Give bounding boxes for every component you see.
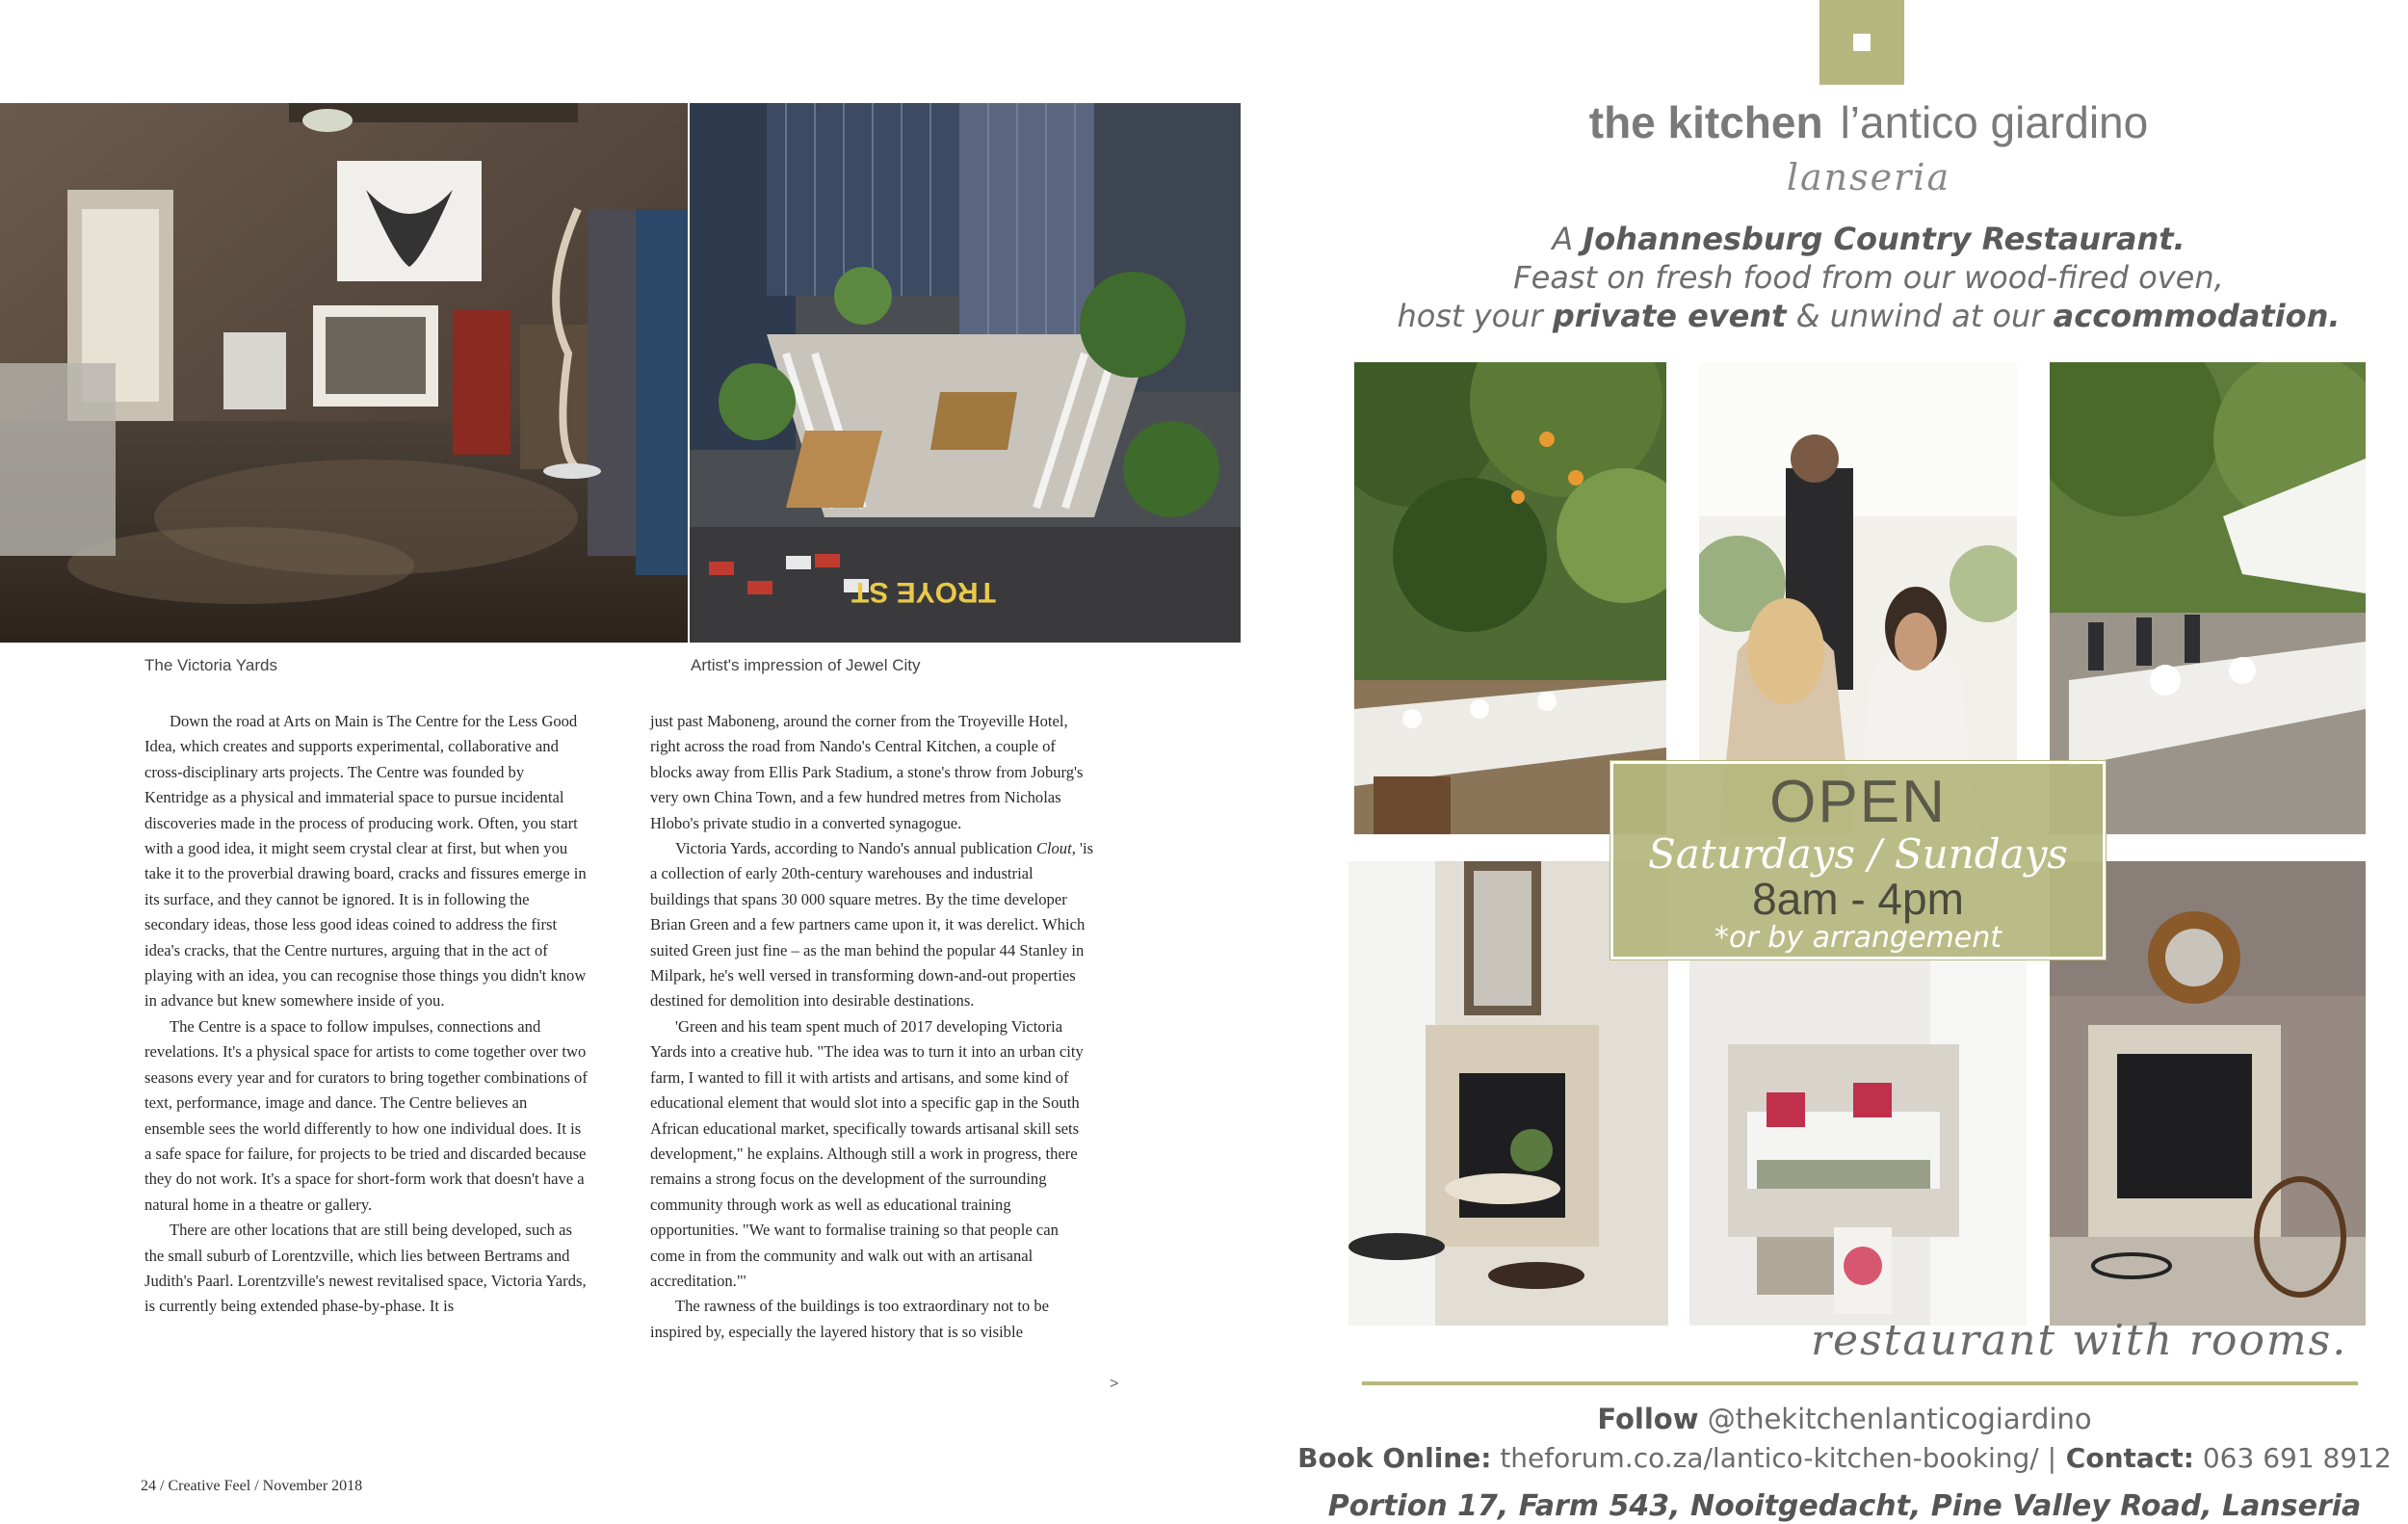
tagline-line-1: A Johannesburg Country Restaurant. <box>1552 221 2186 257</box>
tagline-line-3: host your private event & unwind at our accommodation. <box>1397 298 2341 334</box>
paragraph: There are other locations that are still being developed, such as the small suburb of Lorentzville, which lies between Bertrams and Judith's Paarl. Lorentzville's newest revitalised space, Victoria Yards, is currently being extended phase-by-phase. It is <box>144 1221 587 1316</box>
article-column-2 <box>650 709 1095 1345</box>
brand-name-bold: the kitchen <box>1588 97 1823 147</box>
contact-label: Contact: <box>2056 1442 2194 1474</box>
divider-rule <box>1362 1381 2358 1385</box>
tagline-line-2: Feast on fresh food from our wood-fired oven, <box>1513 259 2224 296</box>
publication-title: Clout <box>1035 839 1072 858</box>
caption-victoria-yards: The Victoria Yards <box>144 656 277 674</box>
opening-hours-badge <box>1610 761 2106 959</box>
follow-label: Follow <box>1597 1403 1699 1435</box>
booking-url[interactable]: theforum.co.za/lantico-kitchen-booking/ <box>1491 1442 2048 1474</box>
open-label: OPEN <box>1769 769 1947 835</box>
brand-square-mark <box>1819 0 1904 85</box>
booking-contact-line <box>1271 1442 2408 1474</box>
follow-line <box>1271 1403 2408 1435</box>
book-online-label: Book Online: <box>1297 1442 1492 1474</box>
contact-phone[interactable]: 063 691 8912 <box>2193 1442 2392 1474</box>
brand-name <box>1339 96 2398 148</box>
continue-arrow: > <box>1110 1376 1119 1392</box>
brand-name-light: l’antico giardino <box>1840 97 2149 147</box>
address: Portion 17, Farm 543, Nooitgedacht, Pine Valley Road, Lanseria <box>1327 1489 2362 1523</box>
paragraph: just past Maboneng, around the corner from the Troyeville Hotel, right across the road from Nando's Central Kitchen, a couple of blocks away from Ellis Park Stadium, a stone's throw from Joburg's very own China Town, and a few hundred metres from Nicholas Hlobo's private studio in a converted synagogue. <box>650 712 1084 832</box>
brand-location: lanseria <box>1786 156 1951 198</box>
photo-jewel-city <box>690 103 1241 643</box>
street-label: TROYE ST <box>851 576 996 608</box>
paragraph: The Centre is a space to follow impulses, connections and revelations. It's a physical space for artists to come together over two seasons every year and for curators to bring together combinations of text, performance, image and dance. The Centre believes an ensemble sees the world differently to how one individual does. It is a safe space for failure, for projects to be tried and discarded because they do not work. It's a space for short-form work that doesn't have a natural home in a theatre or gallery. <box>144 1016 588 1214</box>
open-note: *or by arrangement <box>1714 921 2002 955</box>
open-hours: 8am - 4pm <box>1752 874 1964 924</box>
paragraph: The rawness of the buildings is too extraordinary not to be inspired by, especially the layered history that is so visible <box>650 1297 1050 1341</box>
caption-jewel-city: Artist's impression of Jewel City <box>691 656 921 674</box>
paragraph: 'Green and his team spent much of 2017 developing Victoria Yards into a creative hub. "The idea was to turn it into an urban city farm, I wanted to fill it with artists and artisans, and some kind of educational element that would slot into a specific gap in the South African educational market, specifically towards artisanal skill sets development," he explains. Although still a work in progress, there remains a strong focus on the development of the surrounding community through work as well as educational training opportunities. "We want to formalise training so that people can come in from the community and walk out with an artisanal accreditation."' <box>650 1016 1084 1290</box>
photo-bedroom <box>1689 958 2027 1326</box>
tagline <box>1339 220 2398 335</box>
article-column-1 <box>144 709 589 1320</box>
social-handle[interactable]: @thekitchenlanticogiardino <box>1698 1403 2092 1435</box>
open-days: Saturdays / Sundays <box>1648 830 2068 878</box>
page-folio: 24 / Creative Feel / November 2018 <box>141 1478 363 1494</box>
paragraph: Down the road at Arts on Main is The Centre for the Less Good Idea, which creates and supports experimental, collaborative and cross-disciplinary arts projects. The Centre was founded by Kentridge as a physical and immaterial space to pursue incidental discoveries made in the process of producing work. Often, you start with a good idea, it might seem crystal clear at first, but when you take it to the proverbial drawing board, cracks and fissures emerge in its surface, and they cannot be ignored. It is in following the secondary ideas, those less good ideas coined to address the first idea's cracks, that the Centre nurtures, arguing that in the act of playing with an idea, you can recognise those things you didn't know in advance but knew somewhere inside of you. <box>144 712 587 1011</box>
photo-victoria-yards <box>0 103 688 643</box>
separator: | <box>2047 1442 2057 1474</box>
paragraph: Victoria Yards, according to Nando's annual publication Clout, 'is a collection of early 20th-century warehouses and industrial buildings that spans 30 000 square metres. By the time developer Brian Green and a few partners came upon it, it was derelict. Which suited Green just fine – as the man behind the popular 44 Stanley in Milpark, he's well versed in transforming down-and-out properties destined for demolition into desirable destinations. <box>650 839 1094 1011</box>
slogan: restaurant with rooms. <box>1811 1316 2348 1365</box>
